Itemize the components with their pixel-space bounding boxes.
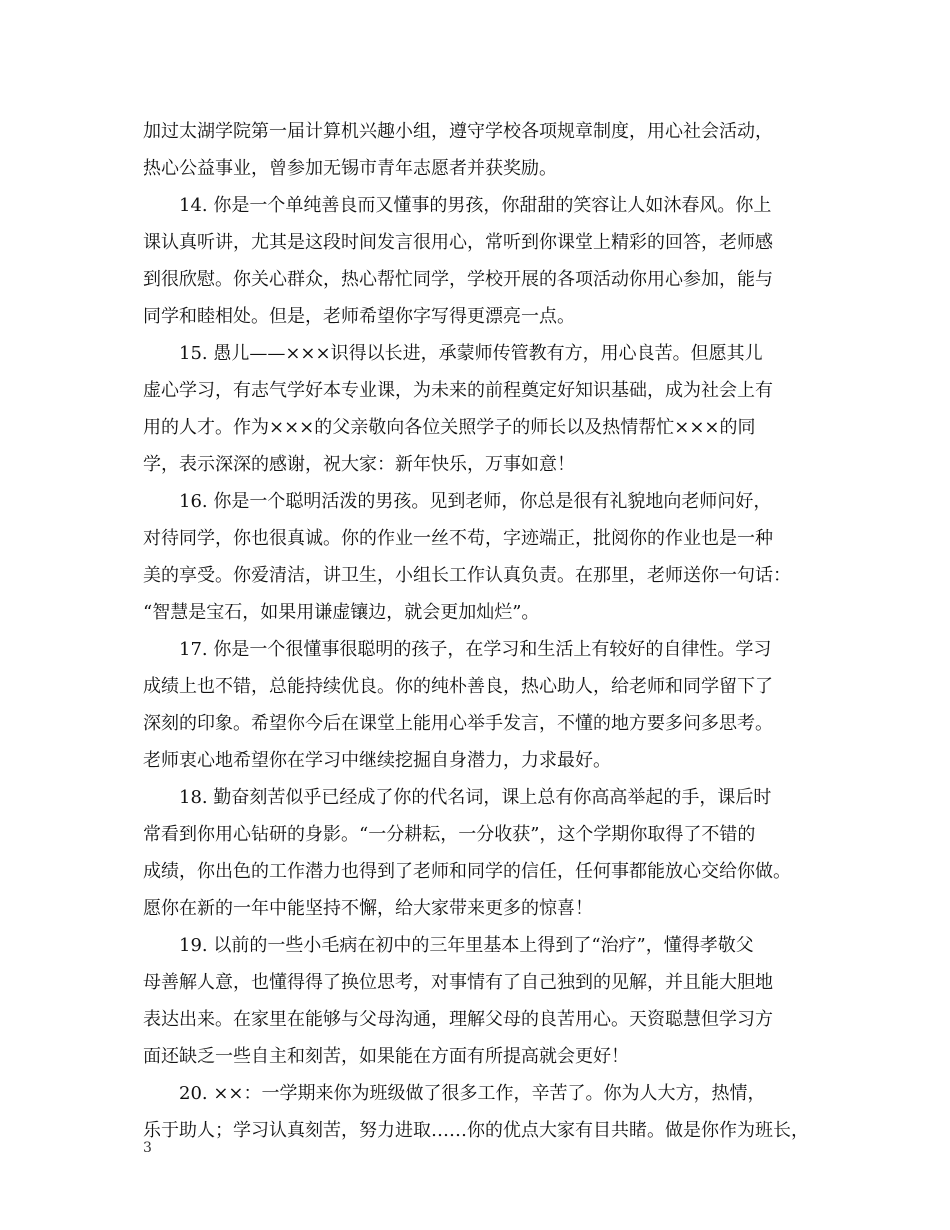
text-line: 老师衷心地希望你在学习中继续挖掘自身潜力，力求最好。 (143, 750, 611, 771)
text-line: 表达出来。在家里在能够与父母沟通，理解父母的良苦用心。天资聪慧但学习方 (143, 1009, 773, 1030)
text-line: 虚心学习，有志气学好本专业课，为未来的前程奠定好知识基础，成为社会上有 (143, 380, 773, 401)
text-line: 成绩，你出色的工作潜力也得到了老师和同学的信任，任何事都能放心交给你做。 (143, 861, 791, 882)
text-line: 深刻的印象。希望你今后在课堂上能用心举手发言，不懂的地方要多问多思考。 (143, 713, 773, 734)
text-line: 常看到你用心钻研的身影。“一分耕耘，一分收获”，这个学期你取得了不错的 (143, 824, 756, 845)
comment-15-line: 15. 愚儿——×××识得以长进，承蒙师传管教有方，用心良苦。但愿其儿 (179, 343, 763, 364)
page-number: 3 (143, 1140, 152, 1156)
text-line: 加过太湖学院第一届计算机兴趣小组，遵守学校各项规章制度，用心社会活动， (143, 121, 773, 142)
comment-18-line: 18. 勤奋刻苦似乎已经成了你的代名词，课上总有你高高举起的手，课后时 (179, 787, 772, 808)
text-line: 成绩上也不错，总能持续优良。你的纯朴善良，热心助人，给老师和同学留下了 (143, 676, 773, 697)
text-line: 课认真听讲，尤其是这段时间发言很用心，常听到你课堂上精彩的回答，老师感 (143, 232, 773, 253)
document-body (143, 113, 823, 1149)
text-line: 母善解人意，也懂得得了换位思考，对事情有了自己独到的见解，并且能大胆地 (143, 972, 773, 993)
text-line: 面还缺乏一些自主和刻苦，如果能在方面有所提高就会更好！ (143, 1046, 629, 1067)
text-line: 同学和睦相处。但是，老师希望你字写得更漂亮一点。 (143, 306, 575, 327)
text-line: 热心公益事业，曾参加无锡市青年志愿者并获奖励。 (143, 158, 557, 179)
text-line: “智慧是宝石，如果用谦虚镶边，就会更加灿烂”。 (143, 602, 540, 623)
text-line: 学，表示深深的感谢，祝大家：新年快乐，万事如意！ (143, 454, 575, 475)
text-line: 乐于助人；学习认真刻苦，努力进取……你的优点大家有目共睹。做是你作为班长， (143, 1120, 809, 1141)
text-line: 用的人才。作为×××的父亲敬向各位关照学子的师长以及热情帮忙×××的同 (143, 417, 756, 438)
comment-16-line: 16. 你是一个聪明活泼的男孩。见到老师，你总是很有礼貌地向老师问好， (179, 491, 772, 512)
text-line: 到很欣慰。你关心群众，热心帮忙同学，学校开展的各项活动你用心参加，能与 (143, 269, 773, 290)
text-line: 美的享受。你爱清洁，讲卫生，小组长工作认真负责。在那里，老师送你一句话： (143, 565, 791, 586)
text-line: 对待同学，你也很真诚。你的作业一丝不苟，字迹端正，批阅你的作业也是一种 (143, 528, 773, 549)
comment-20-line: 20. ××：一学期来你为班级做了很多工作，辛苦了。你为人大方，热情， (179, 1083, 766, 1104)
comment-19-line: 19. 以前的一些小毛病在初中的三年里基本上得到了“治疗”，懂得孝敬父 (179, 935, 754, 956)
comment-17-line: 17. 你是一个很懂事很聪明的孩子，在学习和生活上有较好的自律性。学习 (179, 639, 772, 660)
text-line: 愿你在新的一年中能坚持不懈，给大家带来更多的惊喜！ (143, 898, 593, 919)
comment-14-line: 14. 你是一个单纯善良而又懂事的男孩，你甜甜的笑容让人如沐春风。你上 (179, 195, 772, 216)
